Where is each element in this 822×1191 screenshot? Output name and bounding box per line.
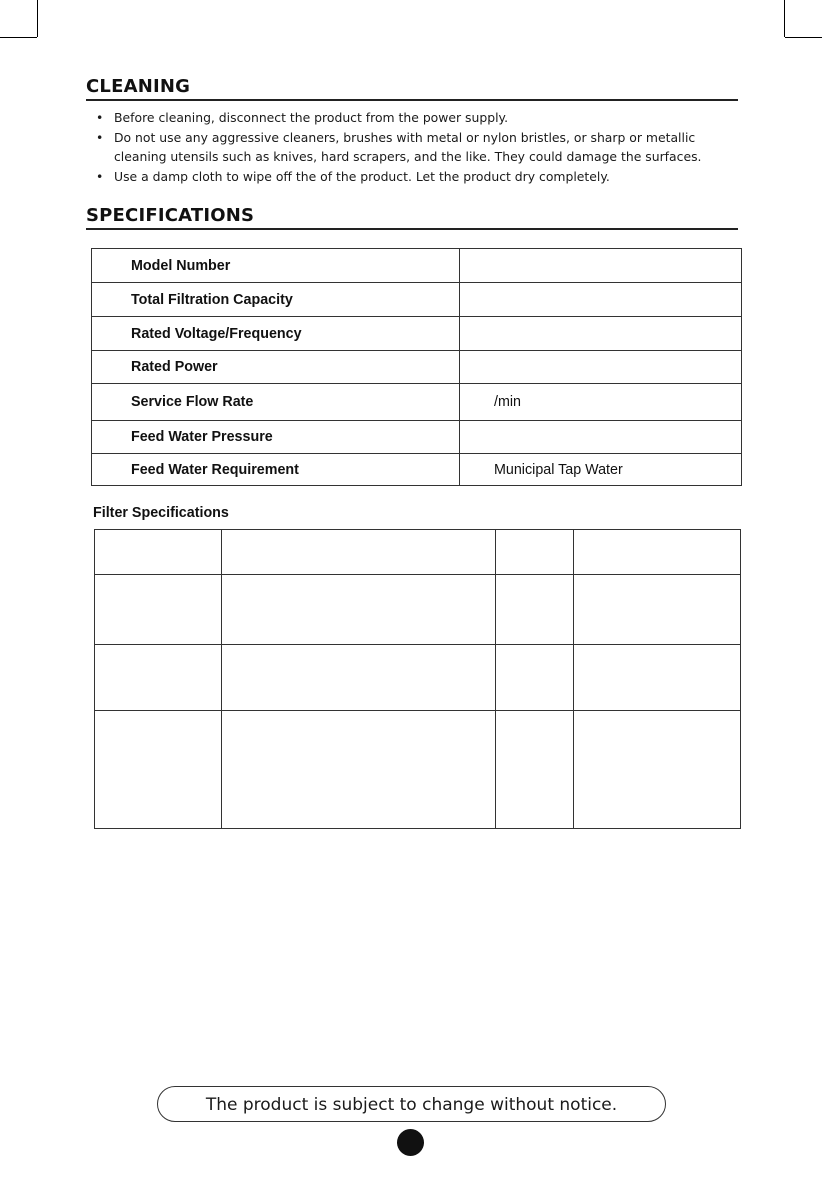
spec-label: Feed Water Requirement [92, 454, 460, 486]
spec-value [460, 421, 742, 454]
table-cell [574, 575, 741, 645]
spec-label: Rated Power [92, 351, 460, 384]
table-cell [496, 711, 574, 829]
cleaning-item-text: Do not use any aggressive cleaners, brushes with metal or nylon bristles, or sharp or metallic cleaning utensils such as knives, hard scrapers, and the like. They could damage the surfaces. [114, 129, 702, 164]
table-cell [222, 530, 496, 575]
change-notice: The product is subject to change without notice. [157, 1086, 666, 1122]
spec-row [92, 249, 742, 283]
filter-specifications-table [94, 529, 741, 829]
spec-label: Service Flow Rate [92, 384, 460, 421]
table-row [95, 530, 741, 575]
cleaning-heading: CLEANING [86, 76, 738, 101]
filter-specifications-title: Filter Specifications [93, 505, 229, 521]
spec-row [92, 317, 742, 351]
bullet-icon: • [96, 129, 104, 145]
table-cell [222, 575, 496, 645]
spec-value [460, 351, 742, 384]
table-row [95, 645, 741, 711]
spec-value [460, 317, 742, 351]
table-cell [574, 530, 741, 575]
spec-label: Total Filtration Capacity [92, 283, 460, 317]
bullet-icon: • [96, 168, 104, 184]
specifications-table [91, 248, 742, 486]
table-cell [496, 530, 574, 575]
spec-label: Feed Water Pressure [92, 421, 460, 454]
specifications-heading: SPECIFICATIONS [86, 205, 738, 230]
spec-value: /min [460, 384, 742, 421]
cleaning-item-text: Before cleaning, disconnect the product from the power supply. [114, 110, 509, 125]
cleaning-item [96, 167, 746, 187]
table-cell [95, 575, 222, 645]
crop-mark [785, 37, 822, 38]
spec-value: Municipal Tap Water [460, 454, 742, 486]
spec-row [92, 384, 742, 421]
spec-row [92, 454, 742, 486]
spec-row [92, 351, 742, 384]
spec-value [460, 283, 742, 317]
crop-mark [0, 37, 37, 38]
page-number-dot [397, 1129, 424, 1156]
table-cell [496, 575, 574, 645]
bullet-icon: • [96, 110, 104, 125]
spec-row [92, 421, 742, 454]
table-row [95, 711, 741, 829]
table-cell [95, 711, 222, 829]
table-cell [95, 530, 222, 575]
table-cell [574, 645, 741, 711]
spec-label: Model Number [92, 249, 460, 283]
spec-value [460, 249, 742, 283]
table-cell [222, 645, 496, 711]
cleaning-item [96, 108, 746, 128]
cleaning-item-text: Use a damp cloth to wipe off the of the product. Let the product dry completely. [114, 168, 610, 184]
spec-label: Rated Voltage/Frequency [92, 317, 460, 351]
cleaning-item [96, 128, 746, 167]
table-cell [496, 645, 574, 711]
table-cell [574, 711, 741, 829]
spec-row [92, 283, 742, 317]
table-cell [222, 711, 496, 829]
table-row [95, 575, 741, 645]
cleaning-list [96, 108, 746, 186]
crop-mark [37, 0, 38, 37]
table-cell [95, 645, 222, 711]
crop-mark [784, 0, 785, 37]
